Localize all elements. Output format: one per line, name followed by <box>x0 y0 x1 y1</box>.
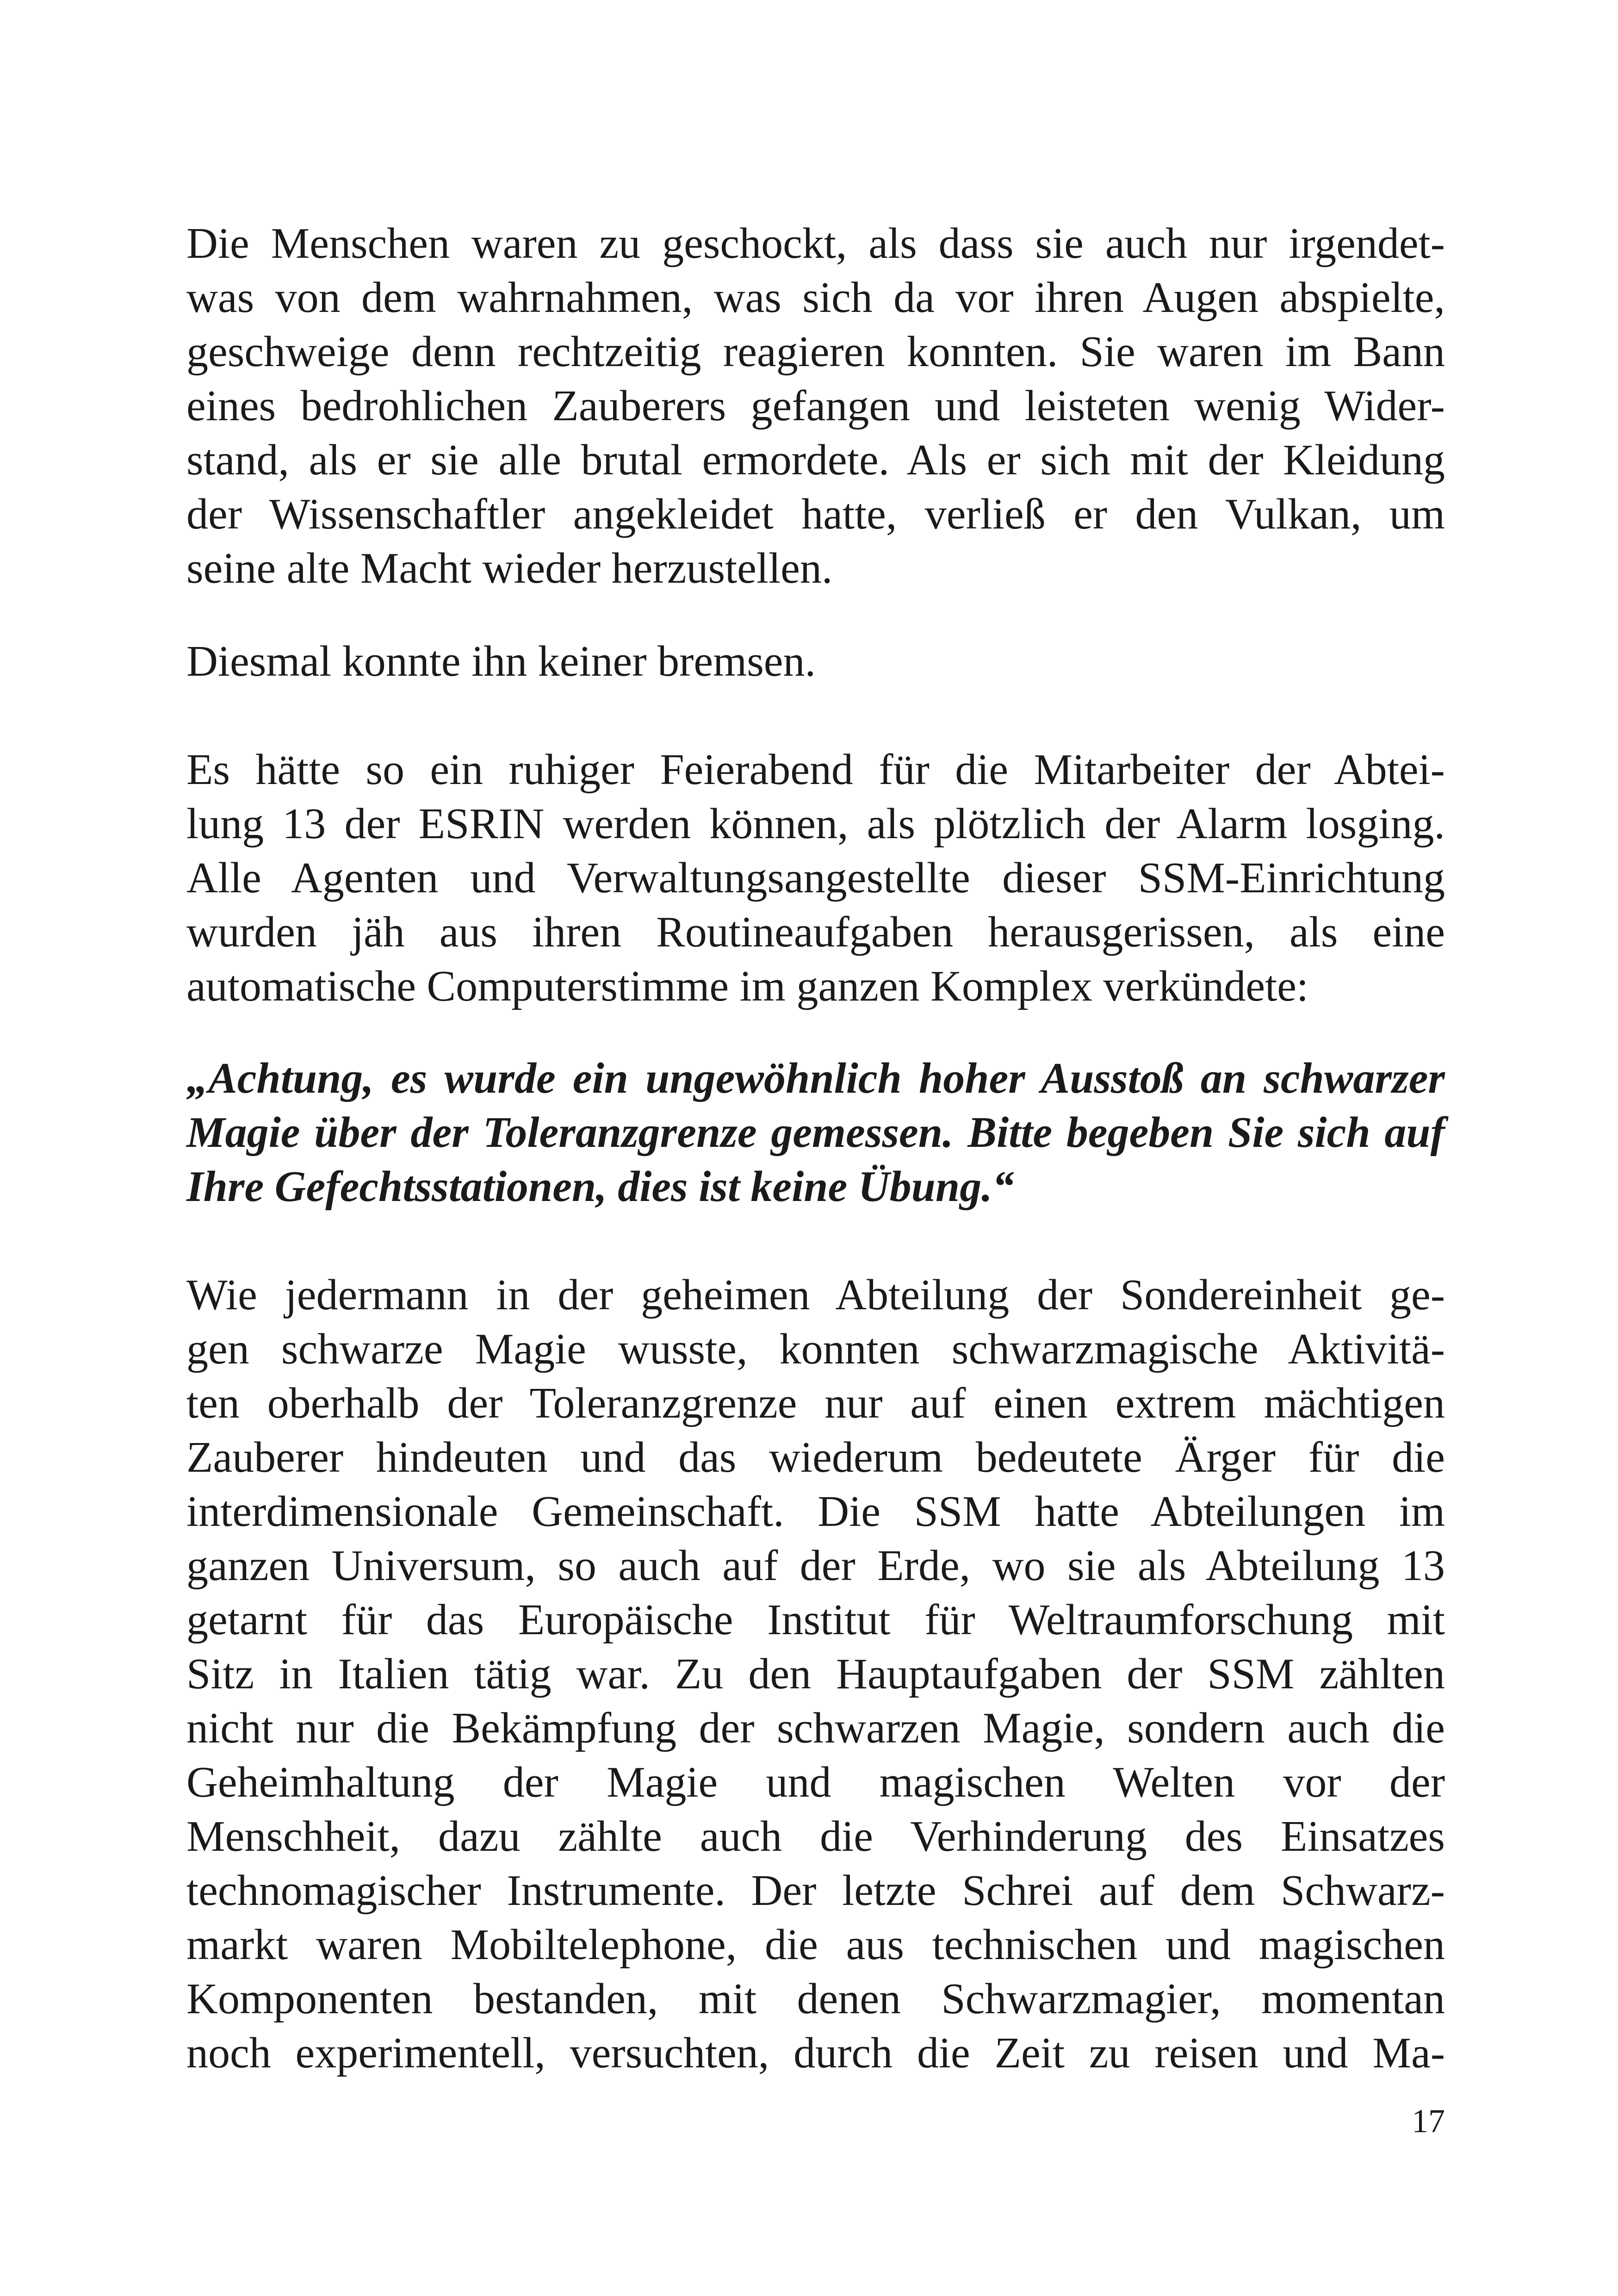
text-line: lung 13 der ESRIN werden können, als plötzlich der Alarm losging. <box>186 800 1445 848</box>
text-line: interdimensionale Gemeinschaft. Die SSM hatte Abteilungen im <box>186 1487 1445 1536</box>
quote-line: Ihre Gefechtsstationen, dies ist keine Übung.“ <box>186 1163 1014 1211</box>
announcement-quote <box>186 1052 1445 1214</box>
text-line: Alle Agenten und Verwaltungsangestellte dieser SSM-Einrichtung <box>186 854 1445 902</box>
text-line: Komponenten bestanden, mit denen Schwarzmagier, momentan <box>186 1975 1445 2023</box>
text-line: Diesmal konnte ihn keiner bremsen. <box>186 637 816 685</box>
text-line: stand, als er sie alle brutal ermordete. Als er sich mit der Kleidung <box>186 436 1445 484</box>
quote-line: „Achtung, es wurde ein ungewöhnlich hoher Ausstoß an schwarzer <box>186 1054 1445 1102</box>
paragraph-3 <box>186 743 1445 1014</box>
text-line: wurden jäh aus ihren Routineaufgaben herausgerissen, als eine <box>186 908 1445 956</box>
text-line: markt waren Mobiltelephone, die aus technischen und magischen <box>186 1921 1445 1969</box>
text-line: eines bedrohlichen Zauberers gefangen und leisteten wenig Wider- <box>186 382 1445 430</box>
text-line: Menschheit, dazu zählte auch die Verhinderung des Einsatzes <box>186 1812 1445 1860</box>
paragraph-5 <box>186 1268 1445 2080</box>
text-line: automatische Computerstimme im ganzen Komplex verkündete: <box>186 962 1309 1010</box>
text-line: gen schwarze Magie wusste, konnten schwarzmagische Aktivitä- <box>186 1325 1445 1373</box>
text-line: seine alte Macht wieder herzustellen. <box>186 544 833 592</box>
text-line: nicht nur die Bekämpfung der schwarzen Magie, sondern auch die <box>186 1704 1445 1752</box>
text-line: Wie jedermann in der geheimen Abteilung der Sondereinheit ge- <box>186 1271 1445 1319</box>
text-line: geschweige denn rechtzeitig reagieren konnten. Sie waren im Bann <box>186 328 1445 376</box>
quote-line: Magie über der Toleranzgrenze gemessen. Bitte begeben Sie sich auf <box>186 1108 1445 1157</box>
text-line: Zauberer hindeuten und das wiederum bedeutete Ärger für die <box>186 1433 1445 1481</box>
page-number: 17 <box>1412 2103 1445 2140</box>
paragraph-1 <box>186 217 1445 596</box>
text-line: ganzen Universum, so auch auf der Erde, wo sie als Abteilung 13 <box>186 1542 1445 1590</box>
text-line: was von dem wahrnahmen, was sich da vor ihren Augen abspielte, <box>186 274 1445 322</box>
text-line: Es hätte so ein ruhiger Feierabend für die Mitarbeiter der Abtei- <box>186 746 1445 794</box>
paragraph-2 <box>186 635 1445 689</box>
text-line: Sitz in Italien tätig war. Zu den Hauptaufgaben der SSM zählten <box>186 1650 1445 1698</box>
text-line: getarnt für das Europäische Institut für Weltraumforschung mit <box>186 1596 1445 1644</box>
text-line: der Wissenschaftler angekleidet hatte, verließ er den Vulkan, um <box>186 490 1445 538</box>
text-line: Geheimhaltung der Magie und magischen Welten vor der <box>186 1758 1445 1806</box>
text-line: technomagischer Instrumente. Der letzte Schrei auf dem Schwarz- <box>186 1867 1445 1915</box>
text-line: Die Menschen waren zu geschockt, als dass sie auch nur irgendet- <box>186 219 1445 268</box>
text-line: noch experimentell, versuchten, durch die Zeit zu reisen und Ma- <box>186 2029 1445 2077</box>
text-line: ten oberhalb der Toleranzgrenze nur auf einen extrem mächtigen <box>186 1379 1445 1427</box>
